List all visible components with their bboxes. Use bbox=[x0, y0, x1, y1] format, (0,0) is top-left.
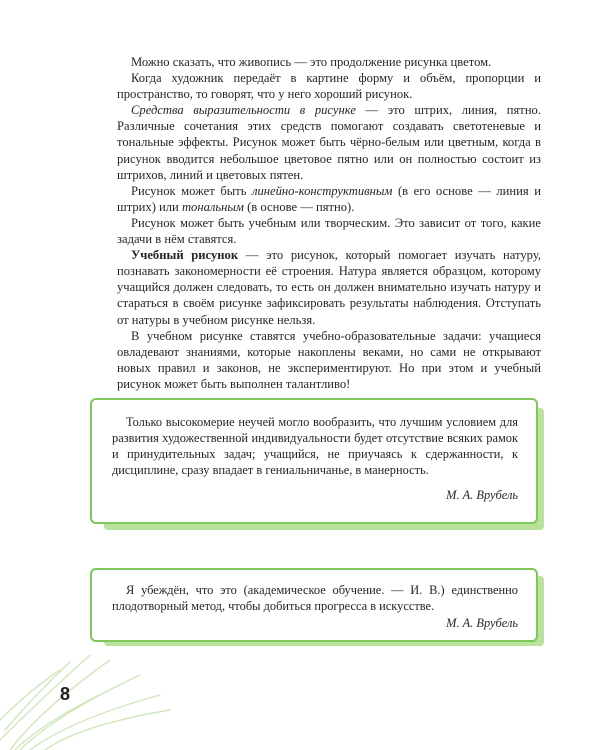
quote-2-text: Я убеждён, что это (академическое обучение. — И. В.) единственно плодотворный метод, чтобы добиться прогресса в искусстве. bbox=[112, 583, 518, 613]
text-run: Рисунок может быть bbox=[131, 183, 252, 198]
paragraph bbox=[117, 70, 541, 102]
quote-2-box bbox=[90, 568, 538, 642]
quote-1-text: Только высокомерие неучей могло вообразить, что лучшим условием для развития художественной индивидуальности будет отсутствие всяких рамок и принудительных задач; учащийся, не приучаясь к сдержанности, к дисциплине, сразу впадает в гениальничанье, в манерность. bbox=[112, 415, 518, 477]
text-run: — это рисунок, который помогает изучать натуру, познавать закономерности её строения. Натура является образцом, которому учащийся должен следовать, то есть он должен внимательно изучать натуру и стараться в своём рисунке зафиксировать результаты наблюдения. Отступать от натуры в учебном рисунке нельзя. bbox=[117, 248, 542, 327]
quote-1-box bbox=[90, 398, 538, 524]
italic-term: Средства выразительности в рисунке bbox=[131, 103, 356, 118]
text-run: (в его основе — линия и штрих) или bbox=[117, 183, 541, 214]
bold-term: Учебный рисунок bbox=[131, 248, 239, 263]
paragraph bbox=[117, 54, 541, 70]
paragraph bbox=[117, 183, 541, 215]
paragraph bbox=[117, 328, 541, 392]
main-text bbox=[117, 54, 541, 392]
italic-term: линейно-конструктивным bbox=[252, 183, 393, 198]
text-run: Можно сказать, что живопись — это продолжение рисунка цветом. bbox=[131, 55, 492, 69]
quote-1-author: М. А. Врубель bbox=[446, 488, 518, 502]
text-run: Когда художник передаёт в картине форму и объём, пропорции и пространство, то говорят, что у него хороший рисунок. bbox=[117, 71, 541, 102]
text-run: Рисунок может быть учебным или творческим. Это зависит от того, какие задачи в нём ставятся. bbox=[117, 215, 541, 247]
page-number: 8 bbox=[60, 684, 71, 704]
paragraph bbox=[117, 215, 541, 247]
quote-2-author: М. А. Врубель bbox=[446, 616, 518, 630]
paragraph bbox=[117, 247, 541, 327]
paragraph bbox=[117, 102, 541, 182]
text-run: В учебном рисунке ставятся учебно-образовательные задачи: учащиеся овладевают знаниями, которые накоплены веками, но сами не открывают новых правил и законов, не экспериментируют. Но при этом и учебный рисунок может быть выполнен талантливо! bbox=[117, 328, 541, 391]
text-run: (в основе — пятно). bbox=[243, 199, 355, 214]
text-run: — это штрих, линия, пятно. Различные сочетания этих средств помогают создавать светотеневые и тональные эффекты. Рисунок может быть чёрно-белым или цветным, когда в рисунок вводится небольшое цветовое пятно или он полностью состоит из штрихов, линий и цветовых пятен. bbox=[117, 103, 541, 182]
italic-term: тональным bbox=[181, 199, 244, 214]
